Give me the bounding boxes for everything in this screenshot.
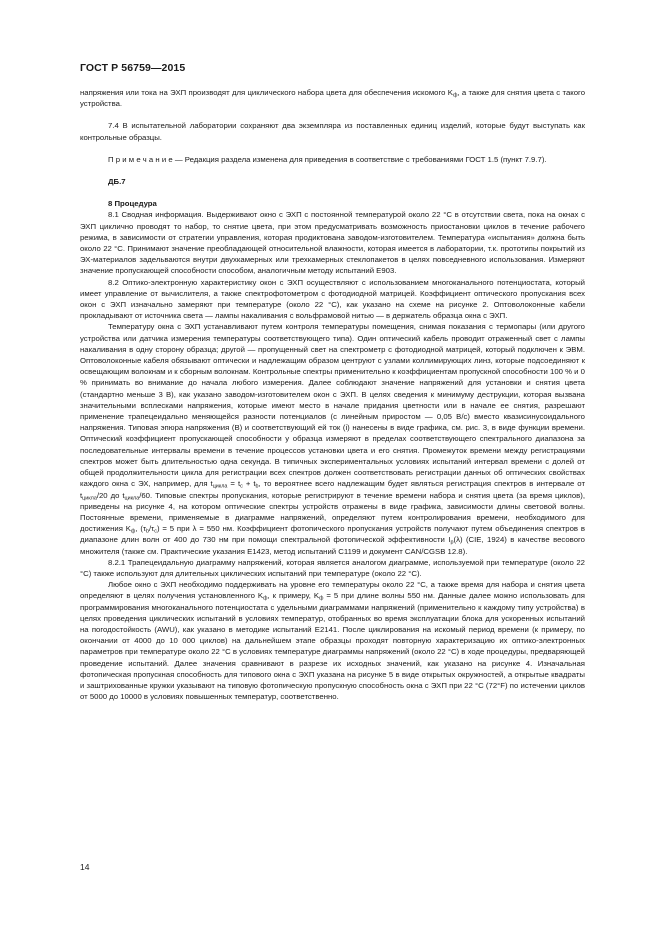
paragraph-last (80, 579, 585, 702)
text-segment: , то вероятнее всего надлежащим будет являться регистрация спектров в интервале от t (80, 479, 585, 500)
paragraph-temperature (80, 321, 585, 556)
subscript: цикла (124, 495, 140, 501)
subscript: c (154, 528, 157, 535)
subscript: b (146, 528, 150, 535)
subscript: ф (263, 595, 268, 602)
text-segment: ) = 5 при λ = 550 нм. Коэффициент фотопического пропускания устройств получают путем объединения спектров в диапазоне длин волн от 400 до 730 нм при помощи спектральной фотопической эффективности I (80, 524, 585, 545)
note-text: — Редакция раздела изменена для приведения в соответствие с требованиями ГОСТ 1.5 (пункт 7.9.7). (174, 154, 547, 164)
subscript: цикла (82, 495, 97, 501)
text-segment: напряжения или тока на ЭХП производят для циклического набора цвета для обеспечения искомого K (80, 88, 453, 97)
text-segment: , а также для снятия цвета с такого устройства. (80, 88, 586, 109)
text-segment: Температуру окна с ЭХП устанавливают путем контроля температуры помещения, снимая показания с термопары (или другого устройства или датчика измерения температуры соответствующего типа). Один оптический кабель проводит отраженный свет с лампы накаливания в одну сторону образца; другой — пропущенный свет на спектрометр с фотодиодной матрицей, который подключен к ЭВМ. Оптоволоконные кабеля обязывают оптически и надлежащим образом центруют с узлами коллимирующих линз, которые подсоединяют к освещающим волокнам и к сборным волокнам. Контрольные спектры применительно к коэффициентам пропускной способности 100 % и 0 % принимать во внимание до начала любого измерения. Далее соблюдают значение напряжений для установки и снятия цвета (стандартно меньше 3 В), как указано заводом-изготовителем окон с ЭХП. В целях сведения к минимуму деструкции, которая вызвана значительными всплесками напряжения, которые имеют место в начале придания цветности или в начале ее снятия, разрешают применение трапецеидально меняющейся разности потенциалов (с линейным приростом — 0,05 В/с) вместо квазисинусоидального напряжения. Типовая эпюра напряжения (В) и соответствующий ей ток (i) нанесены в виде графика, см. рис. 3, в виде функции времени. Оптический коэффициент пропускающей способности у образца измеряют в пределах соответствующего спектрального диапазона за последовательные интервалы времени в течение процессов установки цвета и его снятия. Промежуток времени между регистрациями спектров может быть длительностью одна секунда. В типичных экспериментальных условиях испытаний интервал времени с долей от общей продолжительности цикла для регистрации всех спектров должен соответствовать регистрации данных об оптических свойствах каждого окна с ЭХ, например, для t (80, 322, 585, 489)
page-number: 14 (80, 862, 90, 872)
text-segment: (λ) (CIE, 1924) в качестве весового множителя (также см. Практические указания Е1423, метод испытаний С1199 и документ CAN/CGSB 12.8). (80, 535, 585, 556)
subscript: цикла (212, 483, 228, 490)
subscript: ф (319, 595, 324, 602)
paragraph-7-4: 7.4 В испытательной лаборатории сохраняют два экземпляра из поставленных единиц изделий, которые будут выступать как контрольные образцы. (80, 121, 585, 142)
subscript: ф (452, 92, 458, 99)
note-label: Примечание (108, 154, 175, 164)
text-segment: /τ (149, 524, 155, 534)
section-db7-heading: ДБ.7 (108, 177, 126, 187)
document-header: ГОСТ Р 56759—2015 (80, 62, 186, 74)
paragraph-8-1: 8.1 Сводная информация. Выдерживают окно с ЭХП с постоянной температурой около 22 °С в отсутствии света, пока на окнах с ЭХП циклично проводят то набор, то снятие цвета, при этом предусматривать возможность приостановки циклов в течение рабочего режима, в зависимости от стратегии управления, которая продиктована заводом-изготовителем. Температура «испытания» должна быть около 22 °С. Принимают значение преобладающей относительной влажности, которая имеется в лаборатории, т.к. прототипы покрытий из ЭХ-материалов задельваются внутри двухкамерных или трехкамерных стеклопакетов в целях повседневного использования. Измеряют значение пропускающей способности способом, аналогичным методу испытаний Е903. (80, 210, 585, 276)
text-segment: = 5 при длине волны 550 нм. Данные далее можно использовать для программирования многоканального потенциостата с удельными диаграммами напряжений (применительно к каждому типу устройства) в целях проведения циклических испытаний в условиях температур, отобранных во время эксплуатации блока для ускоренных испытаний на погодостойкость (AWU), как указано в методике испытаний Е2141. После циклирования на искомый период времени (к примеру, по окончании от 4000 до 10 000 циклов) на дальнейшем этапе образцы проходят повторную характеризацию их оптико-электронных параметров при температуре около 22 °С в условиях температуре диаграммы напряжений (около 22 °С) в ходе процедуры, предваряющей проведение испытаний. Далее значения сравнивают в разрезе их исходных значений, как указано на рисунке 4. Изначальная фотопическая пропускная способность для типового окна с ЭХП указана на рисунке 5 в виде открытых окружностей, а открытые квадраты и заштрихованные кружки указывают на типовую фотопическую пропускную способность окна с ЭХП при 22 °С (72°F) по истечении циклов от 5000 до 10000 в условиях повышенных температур, соответственно. (80, 591, 586, 702)
text-segment: , к примеру, K (267, 591, 320, 601)
subscript: c (240, 483, 243, 490)
section-8-heading: 8 Процедура (108, 199, 157, 209)
paragraph-continued (80, 87, 585, 109)
text-segment: /60. Типовые спектры пропускания, которые регистрируют в течение времени набора и снятия цвета (за время циклов), приведены на рисунке 4, на котором оптические спектры устройств отражены в виде графика, зависимости длины световой волны. Постоянные времени, применяемые в диаграмме напряжений, определяют путем контролирования времени, необходимого для достижения K (80, 490, 585, 534)
paragraph-8-2-1: 8.2.1 Трапецеидальную диаграмму напряжений, которая является аналогом диаграмме, используемой при температуре (около 22 °С) также используют для длительных циклических испытаний при температуре (около 22 °С). (80, 557, 585, 578)
subscript: ф (130, 528, 136, 535)
text-segment: Любое окно с ЭХП необходимо поддерживать на уровне его температуры около 22 °С, а также время для набора и снятия цвета определяют в целях получения установленного K (80, 580, 585, 601)
subscript: р (450, 539, 454, 546)
text-segment: + t (242, 479, 256, 489)
text-segment: = t (227, 479, 241, 489)
paragraph-8-2: 8.2 Оптико-электронную характеристику окон с ЭХП осуществляют с использованием многоканального потенциостата, который имеет управление от вычислителя, а также спектрофотометром с фотодиодной матрицей. Коэффициент оптического пропускания всех окон с ЭХП изначально замеряют при температуре (около 22 °С), как указано на схеме на рисунке 2. Оптоволоконные кабели прокладывают от источника света — лампы накаливания с вольфрамовой нитью — в держатель образца окна с ЭХП. (80, 277, 585, 321)
subscript: b (255, 483, 259, 490)
page-body (80, 87, 585, 702)
text-segment: , (τ (135, 524, 147, 534)
note-paragraph (80, 154, 585, 165)
text-segment: /20 до t (96, 490, 125, 500)
